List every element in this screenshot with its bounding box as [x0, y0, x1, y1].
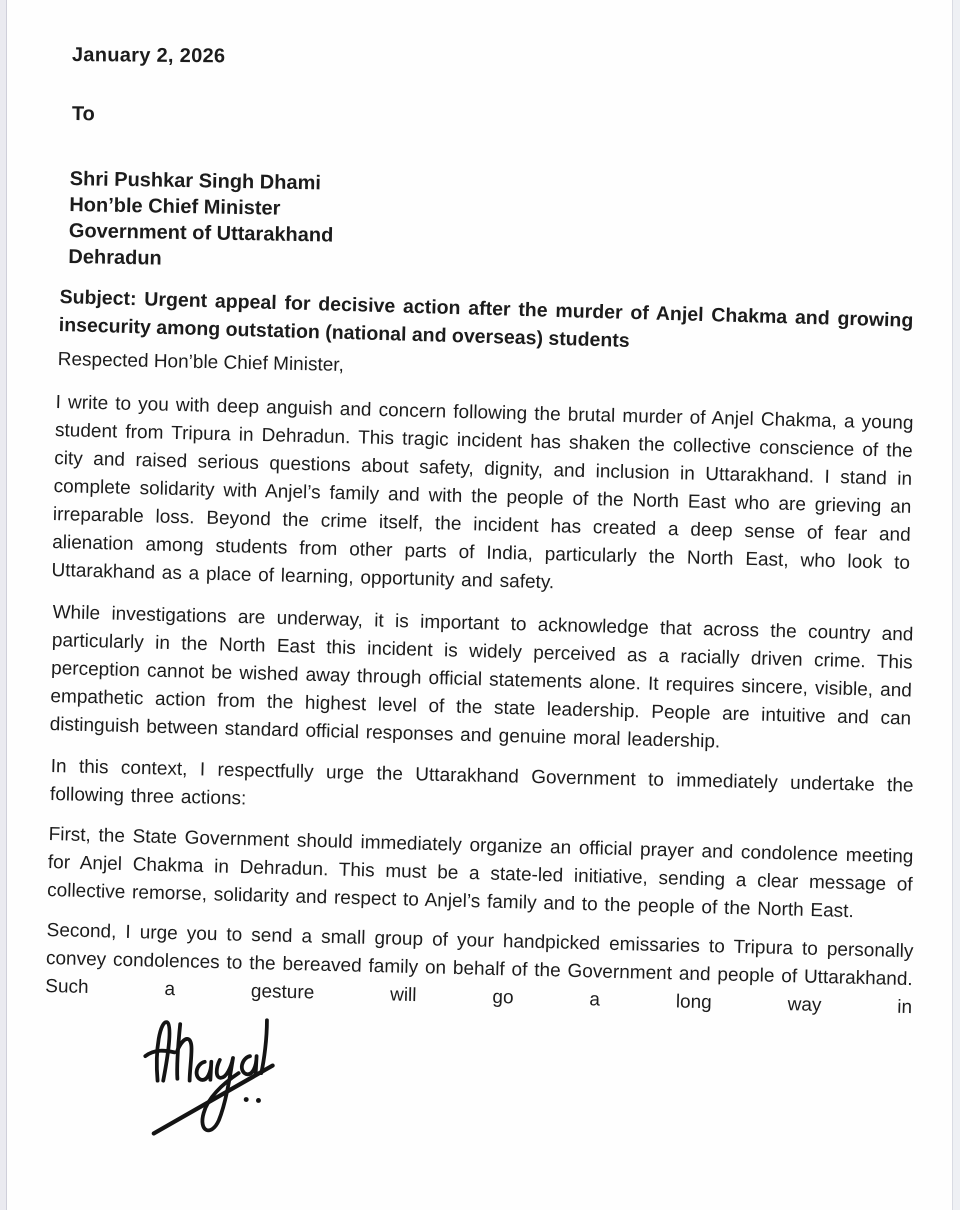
body-paragraph-3: In this context, I respectfully urge the Uttarakhand Government to immediately undertake the following three actions:	[49, 755, 914, 810]
recipient-block	[68, 166, 914, 285]
recipient-org: Government of Uttarakhand	[68, 219, 334, 247]
recipient-title: Hon’ble Chief Minister	[69, 193, 281, 220]
body-paragraph-4: First, the State Government should immediately organize an official prayer and condolence meeting for Anjel Chakma in Dehradun. This must be a state-led initiative, sending a clear message of collective remorse, solidarity and respect to Anjel’s family and to the people of the North East.	[46, 823, 914, 923]
letter-date: January 2, 2026	[71, 44, 226, 68]
handwritten-signature	[128, 1009, 338, 1141]
greeting-line: Respected Hon’ble Chief Minister,	[57, 348, 345, 376]
body-paragraph-2: While investigations are underway, it is important to acknowledge that across the country and particularly in the North East this incident is widely perceived as a racially driven crime. This perception cannot be wished away through official statements alone. It requires sincere, visible, and empathetic action from the highest level of the state leadership. People are intuitive and can distinguish between standard official responses and genuine moral leadership.	[49, 601, 914, 753]
body-paragraph-5: Second, I urge you to send a small group of your handpicked emissaries to Tripura to personally convey condolences to the bereaved family on behalf of the Government and people of Uttarakhand. Such a gesture will go a long way in	[45, 919, 914, 1019]
recipient-name: Shri Pushkar Singh Dhami	[69, 167, 322, 195]
subject-line: Subject: Urgent appeal for decisive action after the murder of Anjel Chakma and growing insecurity among outstation (national and overseas) students	[58, 285, 914, 352]
body-paragraph-1: I write to you with deep anguish and concern following the brutal murder of Anjel Chakma, a young student from Tripura in Dehradun. This tragic incident has shaken the collective conscience of the city and raised serious questions about safety, dignity, and inclusion in Uttarakhand. I stand in complete solidarity with Anjel’s family and with the people of the North East who are grieving an irreparable loss. Beyond the crime itself, the incident has created a deep sense of fear and alienation among students from other parts of India, particularly the North East, who look to Uttarakhand as a place of learning, opportunity and safety.	[51, 391, 914, 594]
recipient-city: Dehradun	[68, 245, 162, 270]
letter-to-label: To	[71, 103, 95, 126]
